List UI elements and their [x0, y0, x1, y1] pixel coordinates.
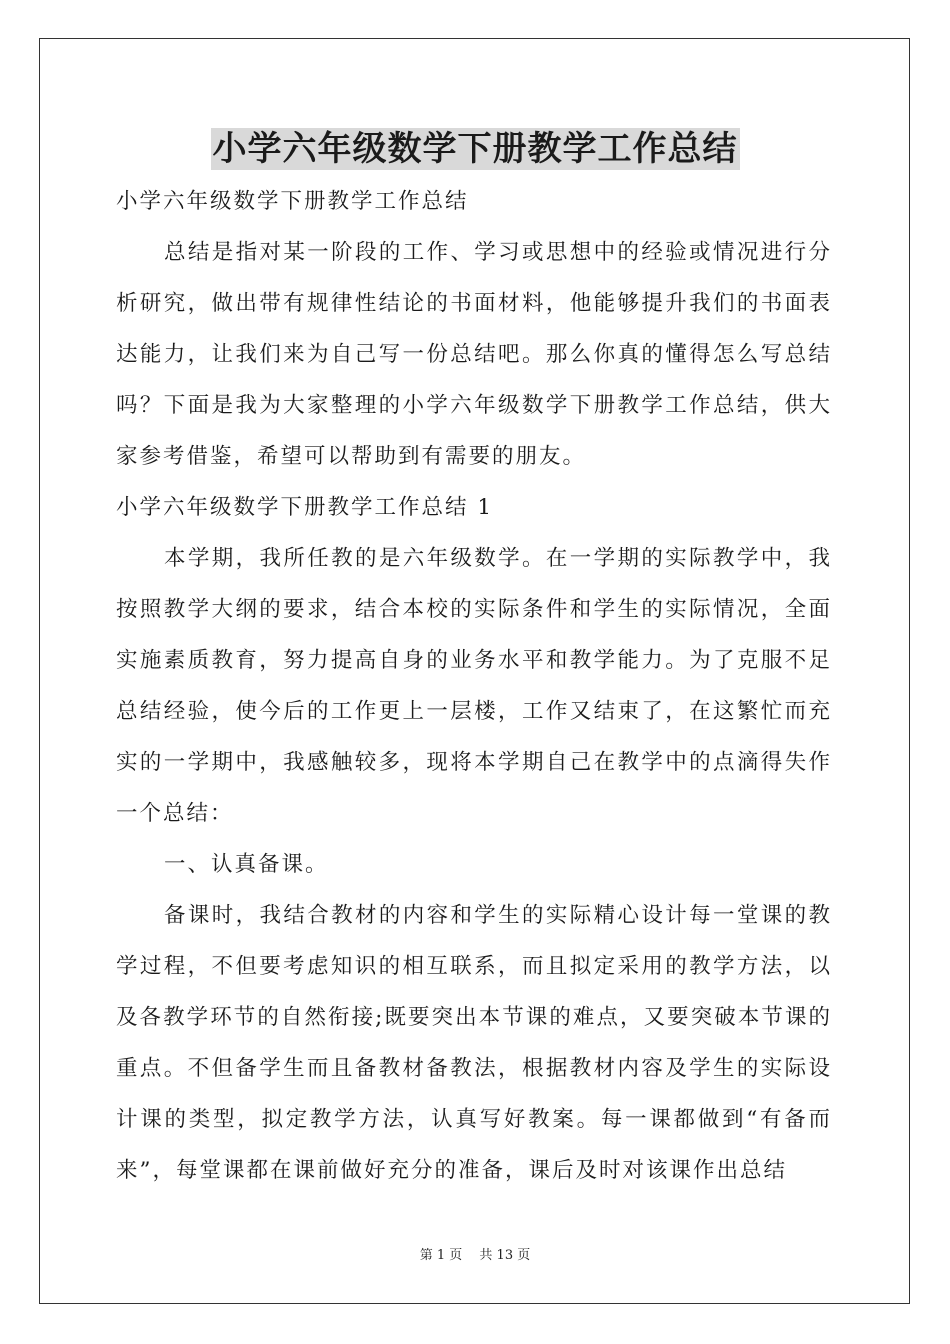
body-paragraph: 备课时，我结合教材的内容和学生的实际精心设计每一堂课的教学过程，不但要考虑知识的相互联系，而且拟定采用的教学方法，以及各教学环节的自然衔接;既要突出本节课的难点，又要突破本节课的重点。不但备学生而且备教材备教法，根据教材内容及学生的实际设计课的类型，拟定教学方法，认真写好教案。每一课都做到“有备而来”，每堂课都在课前做好充分的准备，课后及时对该课作出总结: [116, 903, 832, 1183]
title-container: [0, 128, 950, 170]
body-paragraph: 本学期，我所任教的是六年级数学。在一学期的实际教学中，我按照教学大纲的要求，结合本校的实际条件和学生的实际情况，全面实施素质教育，努力提高自身的业务水平和教学能力。为了克服不足总结经验，使今后的工作更上一层楼，工作又结束了，在这繁忙而充实的一学期中，我感触较多，现将本学期自己在教学中的点滴得失作一个总结：: [116, 546, 832, 826]
document-title: 小学六年级数学下册教学工作总结: [212, 129, 738, 169]
document-body: [116, 176, 832, 1196]
section-heading: 小学六年级数学下册教学工作总结 1: [116, 495, 494, 520]
page-footer: 第 1 页 共 13 页: [419, 1248, 531, 1263]
list-heading: 一、认真备课。: [164, 852, 329, 877]
intro-paragraph: 总结是指对某一阶段的工作、学习或思想中的经验或情况进行分析研究，做出带有规律性结论的书面材料，他能够提升我们的书面表达能力，让我们来为自己写一份总结吧。那么你真的懂得怎么写总结吗？下面是我为大家整理的小学六年级数学下册教学工作总结，供大家参考借鉴，希望可以帮助到有需要的朋友。: [116, 240, 832, 469]
subtitle-paragraph: 小学六年级数学下册教学工作总结: [116, 189, 469, 214]
